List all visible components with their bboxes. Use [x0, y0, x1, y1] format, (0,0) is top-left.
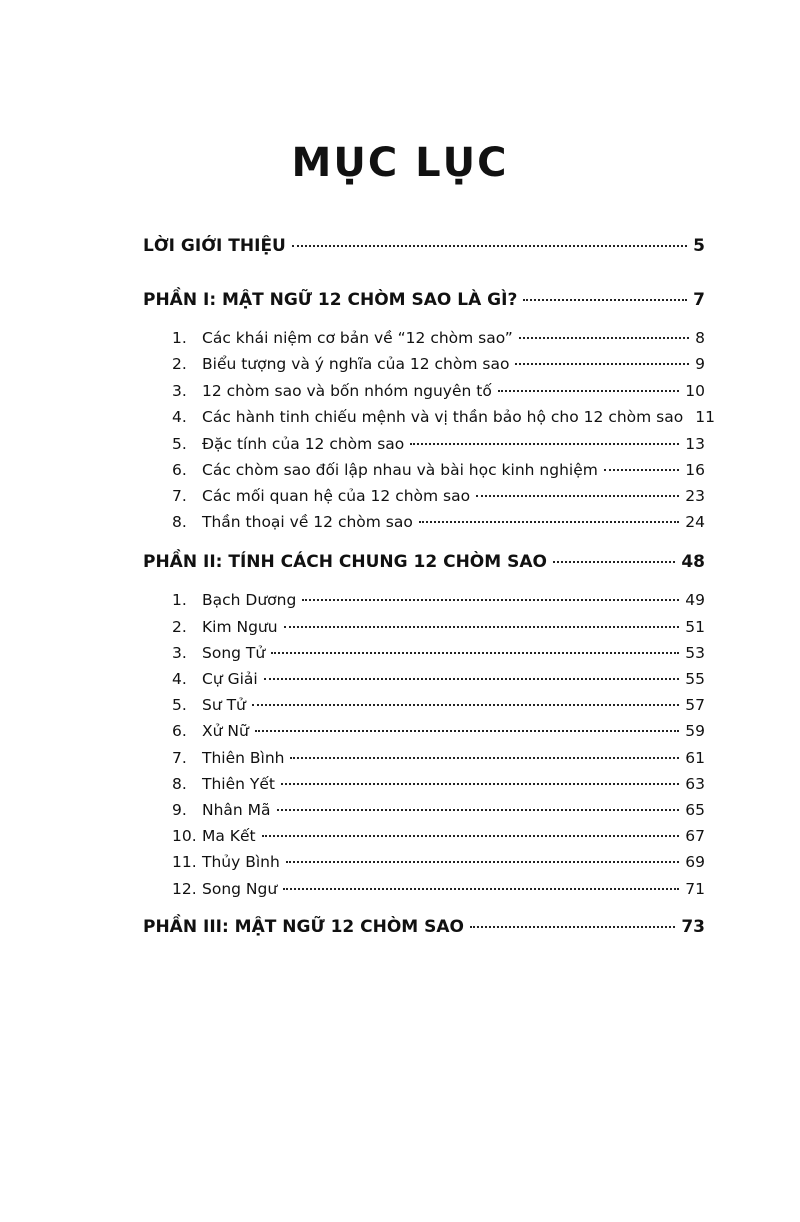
entry-label: LỜI GIỚI THIỆU: [143, 236, 286, 256]
entry-page-number: 69: [685, 853, 705, 871]
toc-entry-part-2[interactable]: [143, 552, 705, 572]
toc-subentry[interactable]: [172, 408, 715, 426]
entry-label: Sư Tử: [202, 696, 246, 714]
dot-leader: [271, 652, 679, 654]
entry-page-number: 55: [685, 670, 705, 688]
entry-number: 9.: [172, 801, 187, 819]
entry-number: 6.: [172, 722, 187, 740]
entry-page-number: 10: [685, 382, 705, 400]
entry-number: 11.: [172, 853, 197, 871]
toc-subentry[interactable]: [172, 461, 705, 479]
entry-page-number: 7: [693, 290, 705, 310]
toc-subentry[interactable]: [172, 880, 705, 898]
entry-page-number: 49: [685, 591, 705, 609]
entry-page-number: 11: [695, 408, 715, 426]
entry-label: Các chòm sao đối lập nhau và bài học kinh nghiệm: [202, 461, 598, 479]
entry-page-number: 65: [685, 801, 705, 819]
entry-label: PHẦN II: TÍNH CÁCH CHUNG 12 CHÒM SAO: [143, 552, 547, 572]
entry-number: 2.: [172, 355, 187, 373]
entry-page-number: 53: [685, 644, 705, 662]
dot-leader: [284, 626, 680, 628]
dot-leader: [515, 363, 689, 365]
entry-label: Các mối quan hệ của 12 chòm sao: [202, 487, 471, 505]
entry-label: Thiên Bình: [202, 749, 285, 767]
dot-leader: [604, 469, 679, 471]
entry-number: 3.: [172, 382, 187, 400]
toc-subentry[interactable]: [172, 749, 705, 767]
entry-number: 3.: [172, 644, 187, 662]
dot-leader: [264, 678, 680, 680]
entry-number: 7.: [172, 487, 187, 505]
dot-leader: [470, 926, 675, 928]
toc-subentry[interactable]: [172, 827, 705, 845]
dot-leader: [523, 299, 687, 301]
entry-label: Song Ngư: [202, 880, 278, 898]
entry-page-number: 48: [681, 552, 705, 572]
toc-subentry[interactable]: [172, 644, 705, 662]
entry-page-number: 57: [685, 696, 705, 714]
entry-label: 12 chòm sao và bốn nhóm nguyên tố: [202, 382, 492, 400]
toc-entry-intro[interactable]: [143, 236, 705, 256]
entry-label: PHẦN III: MẬT NGỮ 12 CHÒM SAO: [143, 917, 464, 937]
entry-label: Các hành tinh chiếu mệnh và vị thần bảo hộ cho 12 chòm sao: [202, 408, 684, 426]
toc-subentry[interactable]: [172, 722, 705, 740]
toc-entry-part-1[interactable]: [143, 290, 705, 310]
entry-page-number: 61: [685, 749, 705, 767]
entry-label: Đặc tính của 12 chòm sao: [202, 435, 405, 453]
entry-label: Thủy Bình: [202, 853, 280, 871]
toc-subentry[interactable]: [172, 513, 705, 531]
entry-label: Nhân Mã: [202, 801, 271, 819]
entry-page-number: 8: [695, 329, 705, 347]
dot-leader: [410, 443, 679, 445]
entry-number: 5.: [172, 435, 187, 453]
entry-number: 1.: [172, 591, 187, 609]
toc-subentry[interactable]: [172, 775, 705, 793]
dot-leader: [283, 888, 679, 890]
dot-leader: [419, 521, 679, 523]
dot-leader: [255, 730, 679, 732]
entry-number: 8.: [172, 513, 187, 531]
toc-subentry[interactable]: [172, 435, 705, 453]
dot-leader: [292, 245, 687, 247]
entry-number: 6.: [172, 461, 187, 479]
dot-leader: [519, 337, 689, 339]
dot-leader: [277, 809, 680, 811]
dot-leader: [281, 783, 679, 785]
entry-number: 7.: [172, 749, 187, 767]
entry-label: Thần thoại về 12 chòm sao: [202, 513, 413, 531]
entry-label: Biểu tượng và ý nghĩa của 12 chòm sao: [202, 355, 510, 373]
entry-number: 5.: [172, 696, 187, 714]
entry-number: 8.: [172, 775, 187, 793]
toc-title: MỤC LỤC: [291, 140, 509, 186]
dot-leader: [476, 495, 679, 497]
toc-subentry[interactable]: [172, 382, 705, 400]
entry-label: Các khái niệm cơ bản về “12 chòm sao”: [202, 329, 513, 347]
dot-leader: [290, 757, 679, 759]
entry-page-number: 24: [685, 513, 705, 531]
dot-leader: [553, 561, 675, 563]
dot-leader: [262, 835, 680, 837]
entry-number: 4.: [172, 670, 187, 688]
entry-label: PHẦN I: MẬT NGỮ 12 CHÒM SAO LÀ GÌ?: [143, 290, 518, 310]
toc-subentry[interactable]: [172, 355, 705, 373]
dot-leader: [286, 861, 679, 863]
entry-page-number: 16: [685, 461, 705, 479]
toc-subentry[interactable]: [172, 487, 705, 505]
entry-page-number: 9: [695, 355, 705, 373]
entry-number: 2.: [172, 618, 187, 636]
entry-page-number: 59: [685, 722, 705, 740]
toc-subentry[interactable]: [172, 591, 705, 609]
entry-number: 4.: [172, 408, 187, 426]
toc-subentry[interactable]: [172, 329, 705, 347]
toc-subentry[interactable]: [172, 853, 705, 871]
entry-label: Ma Kết: [202, 827, 256, 845]
toc-subentry[interactable]: [172, 801, 705, 819]
toc-entry-part-3[interactable]: [143, 917, 705, 937]
entry-number: 12.: [172, 880, 197, 898]
entry-page-number: 67: [685, 827, 705, 845]
entry-page-number: 73: [681, 917, 705, 937]
entry-number: 10.: [172, 827, 197, 845]
dot-leader: [252, 704, 679, 706]
entry-label: Song Tử: [202, 644, 266, 662]
entry-label: Xử Nữ: [202, 722, 249, 740]
entry-label: Kim Ngưu: [202, 618, 278, 636]
entry-label: Thiên Yết: [202, 775, 275, 793]
entry-number: 1.: [172, 329, 187, 347]
entry-label: Cự Giải: [202, 670, 258, 688]
entry-page-number: 63: [685, 775, 705, 793]
entry-page-number: 23: [685, 487, 705, 505]
dot-leader: [302, 599, 679, 601]
toc-subentry[interactable]: [172, 696, 705, 714]
entry-page-number: 51: [685, 618, 705, 636]
toc-subentry[interactable]: [172, 670, 705, 688]
entry-page-number: 5: [693, 236, 705, 256]
toc-subentry[interactable]: [172, 618, 705, 636]
entry-page-number: 13: [685, 435, 705, 453]
entry-label: Bạch Dương: [202, 591, 297, 609]
entry-page-number: 71: [685, 880, 705, 898]
dot-leader: [498, 390, 679, 392]
